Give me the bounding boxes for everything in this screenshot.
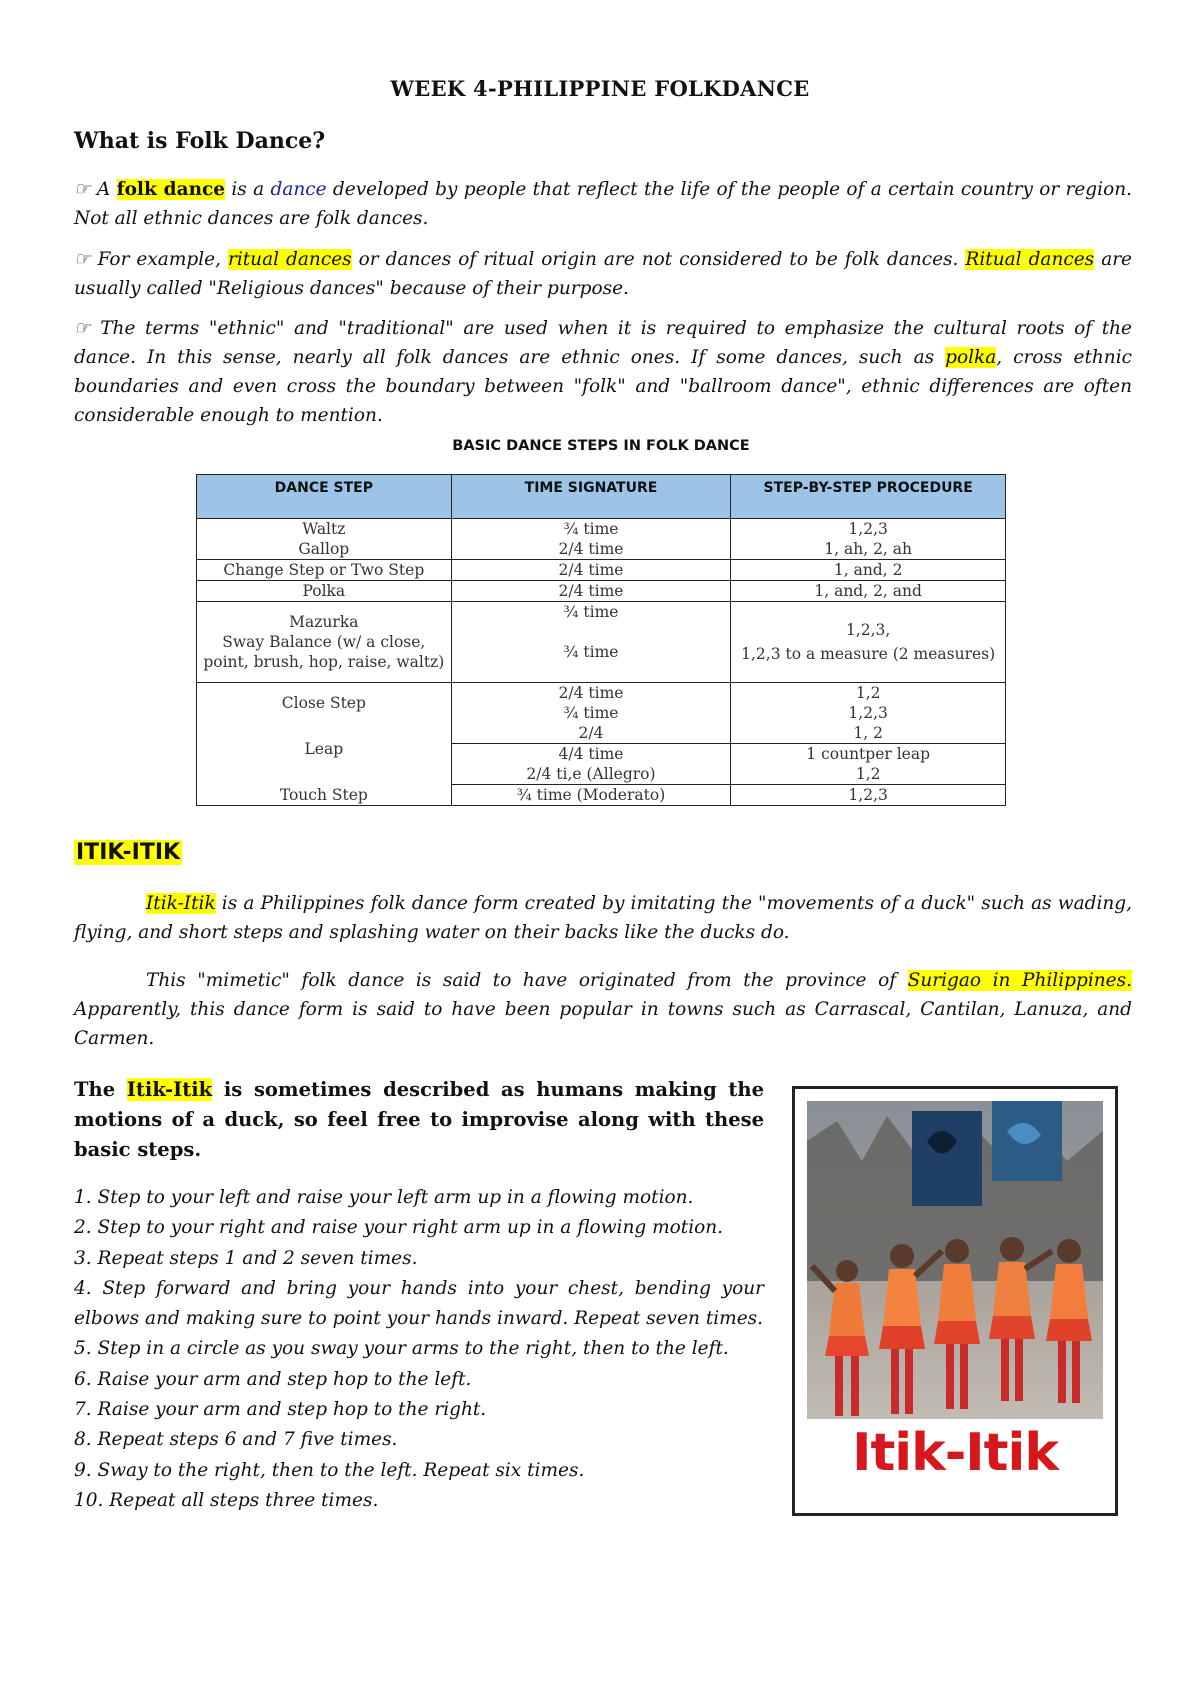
highlight-ritual-dances: ritual dances	[227, 249, 352, 270]
table-cell: Close Step Leap Touch Step	[197, 683, 452, 806]
pointing-hand-icon: ☞	[74, 318, 91, 339]
table-cell: ¾ time ¾ time	[451, 602, 731, 683]
intro-paragraph-1: ☞ A folk dance is a dance developed by people that reflect the life of the people of a certain country or region. Not all ethnic dances are folk dances.	[74, 179, 1133, 229]
dance-steps-table	[196, 474, 1006, 806]
list-item: 3. Repeat steps 1 and 2 seven times.	[74, 1247, 418, 1269]
table-cell: ¾ time (Moderato)	[451, 785, 731, 806]
list-item: 6. Raise your arm and step hop to the left.	[74, 1368, 472, 1390]
itik-steps-list	[74, 1183, 764, 1516]
table-row	[197, 683, 1006, 744]
table-cell: ¾ time 2/4 time	[451, 519, 731, 560]
section-heading-what-is-folk-dance: What is Folk Dance?	[74, 128, 326, 154]
itik-paragraph-2: This "mimetic" folk dance is said to have originated from the province of Surigao in Philippines. Apparently, this dance form is said to have been popular in towns such as Carrascal, Cantilan, Lanuza, and Carmen.	[74, 970, 1132, 1049]
list-item: 4. Step forward and bring your hands into your chest, bending your elbows and making sure to point your hands inward. Repeat seven times.	[74, 1277, 764, 1330]
table-header-row	[197, 475, 1006, 519]
table-cell: 1,2 1,2,3 1, 2	[731, 683, 1006, 744]
section-heading-itik-itik: ITIK-ITIK	[76, 840, 181, 865]
highlight-surigao: Surigao in Philippines.	[907, 970, 1132, 991]
table-caption: BASIC DANCE STEPS IN FOLK DANCE	[452, 438, 750, 454]
table-row	[197, 581, 1006, 602]
list-item: 7. Raise your arm and step hop to the right.	[74, 1399, 487, 1421]
list-item: 2. Step to your right and raise your right arm up in a flowing motion.	[74, 1217, 724, 1239]
table-cell: 4/4 time 2/4 ti,e (Allegro)	[451, 744, 731, 785]
table-cell: 1, and, 2	[731, 560, 1006, 581]
table-cell: Polka	[197, 581, 452, 602]
table-cell: Waltz Gallop	[197, 519, 452, 560]
table-cell: 1,2,3, 1,2,3 to a measure (2 measures)	[731, 602, 1006, 683]
highlight-ritual-dances-2: Ritual dances	[965, 249, 1095, 270]
itik-itik-photo	[807, 1101, 1103, 1501]
list-item: 8. Repeat steps 6 and 7 five times.	[74, 1429, 398, 1451]
header-time-signature: TIME SIGNATURE	[451, 475, 731, 519]
dance-link[interactable]: dance	[270, 179, 327, 200]
table-cell: 1,2,3	[731, 785, 1006, 806]
header-procedure: STEP-BY-STEP PROCEDURE	[731, 475, 1006, 519]
highlight-itik-itik: Itik-Itik	[146, 893, 216, 914]
table-cell: 2/4 time	[451, 560, 731, 581]
table-row	[197, 560, 1006, 581]
table-cell: 2/4 time ¾ time 2/4	[451, 683, 731, 744]
table-cell: 2/4 time	[451, 581, 731, 602]
itik-paragraph-1: Itik-Itik is a Philippines folk dance form created by imitating the "movements of a duck" such as wading, flying, and short steps and splashing water on their backs like the ducks do.	[74, 893, 1132, 943]
itik-intro-bold: The Itik-Itik is sometimes described as humans making the motions of a duck, so feel free to improvise along with these basic steps.	[74, 1078, 765, 1161]
page-title: WEEK 4-PHILIPPINE FOLKDANCE	[390, 76, 810, 101]
list-item: 5. Step in a circle as you sway your arms to the right, then to the left.	[74, 1338, 729, 1360]
list-item: 10. Repeat all steps three times.	[74, 1489, 379, 1511]
table-row	[197, 519, 1006, 560]
pointing-hand-icon: ☞	[74, 249, 91, 270]
list-item: 9. Sway to the right, then to the left. Repeat six times.	[74, 1459, 585, 1481]
pointing-hand-icon: ☞	[74, 179, 91, 200]
intro-paragraph-2: ☞ For example, ritual dances or dances of ritual origin are not considered to be folk dances. Ritual dances are usually called "Religious dances" because of their purpose.	[74, 249, 1133, 299]
table-cell: Change Step or Two Step	[197, 560, 452, 581]
table-cell: 1, and, 2, and	[731, 581, 1006, 602]
intro-paragraph-3: ☞ The terms "ethnic" and "traditional" are used when it is required to emphasize the cultural roots of the dance. In this sense, nearly all folk dances are ethnic ones. If some dances, such as polka, cross ethnic boundaries and even cross the boundary between "folk" and "ballroom dance", ethnic differences are often considerable enough to mention.	[74, 318, 1132, 426]
itik-itik-photo-frame	[792, 1086, 1118, 1516]
table-cell: Mazurka Sway Balance (w/ a close, point, brush, hop, raise, waltz)	[197, 602, 452, 683]
table-cell: 1,2,3 1, ah, 2, ah	[731, 519, 1006, 560]
table-row	[197, 602, 1006, 683]
highlight-folk-dance: folk dance	[116, 179, 226, 200]
list-item: 1. Step to your left and raise your left arm up in a flowing motion.	[74, 1187, 694, 1208]
highlight-polka: polka	[945, 347, 997, 368]
highlight-itik-itik-bold: Itik-Itik	[126, 1078, 213, 1101]
table-cell: 1 countper leap 1,2	[731, 744, 1006, 785]
photo-caption-itik-itik: Itik-Itik	[852, 1423, 1058, 1483]
header-dance-step: DANCE STEP	[197, 475, 452, 519]
